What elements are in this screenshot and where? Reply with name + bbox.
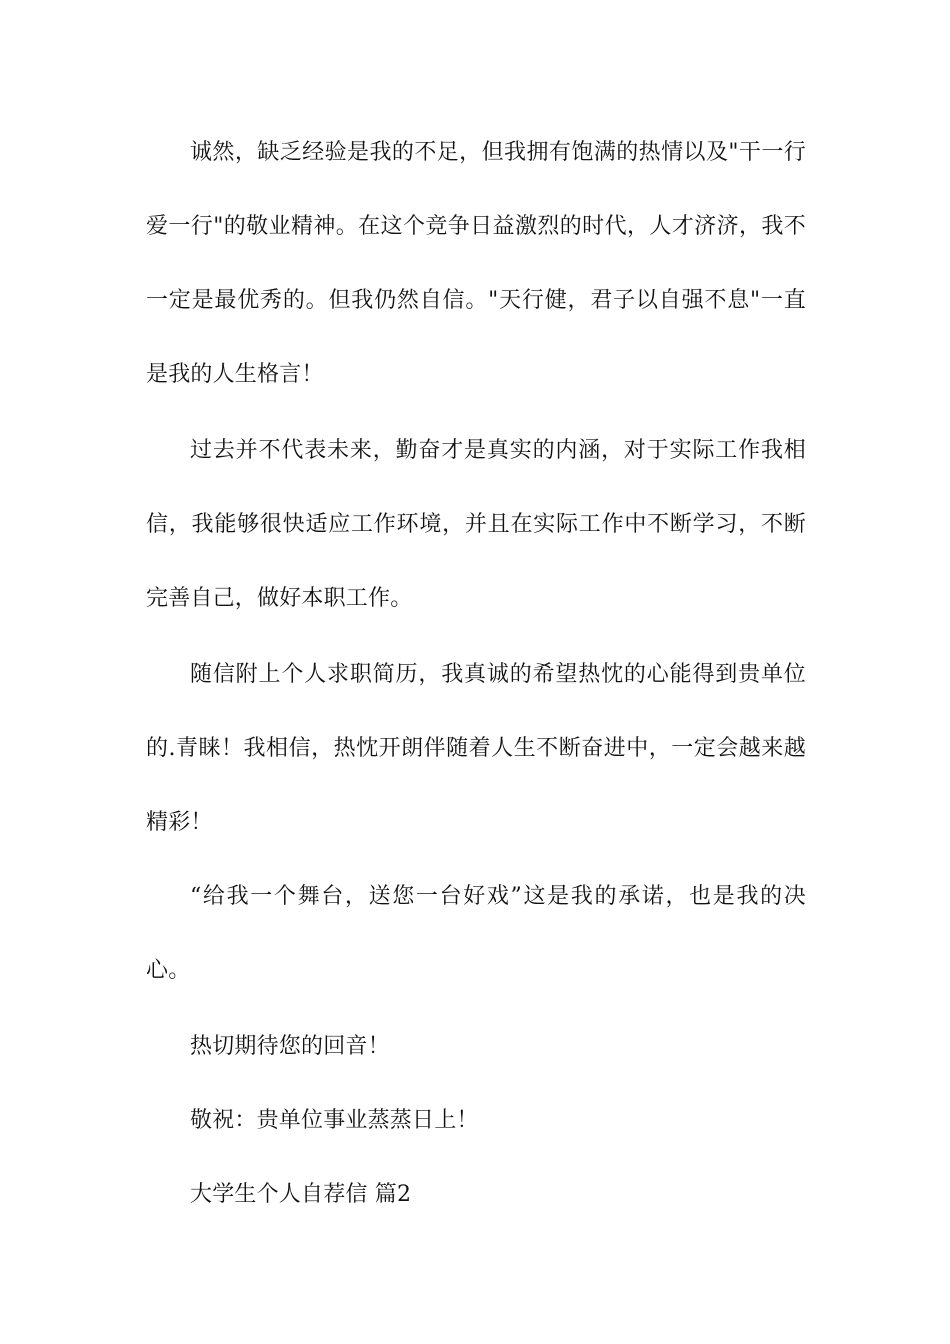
- paragraph-best-wishes: 敬祝：贵单位事业蒸蒸日上！: [190, 1108, 479, 1133]
- section-heading: 大学生个人自荐信 篇2: [190, 1182, 412, 1207]
- paragraph-diligence: 过去并不代表未来，勤奋才是真实的内涵，对于实际工作我相信，我能够很快适应工作环境，并且在实际工作中不断学习，不断完善自己，做好本职工作。: [146, 438, 806, 611]
- paragraph-await-reply: 热切期待您的回音！: [190, 1034, 390, 1059]
- paragraph-promise: “给我一个舞台，送您一台好戏”这是我的承诺，也是我的决心。: [146, 884, 806, 983]
- paragraph-resume-attached: 随信附上个人求职简历，我真诚的希望热忱的心能得到贵单位的.青睐！我相信，热忱开朗伴随着人生不断奋进中，一定会越来越精彩！: [146, 662, 806, 835]
- paragraph-experience: 诚然，缺乏经验是我的不足，但我拥有饱满的热情以及"干一行爱一行"的敬业精神。在这个竞争日益激烈的时代，人才济济，我不一定是最优秀的。但我仍然自信。"天行健，君子以自强不息"一直是我的人生格言！: [146, 140, 806, 387]
